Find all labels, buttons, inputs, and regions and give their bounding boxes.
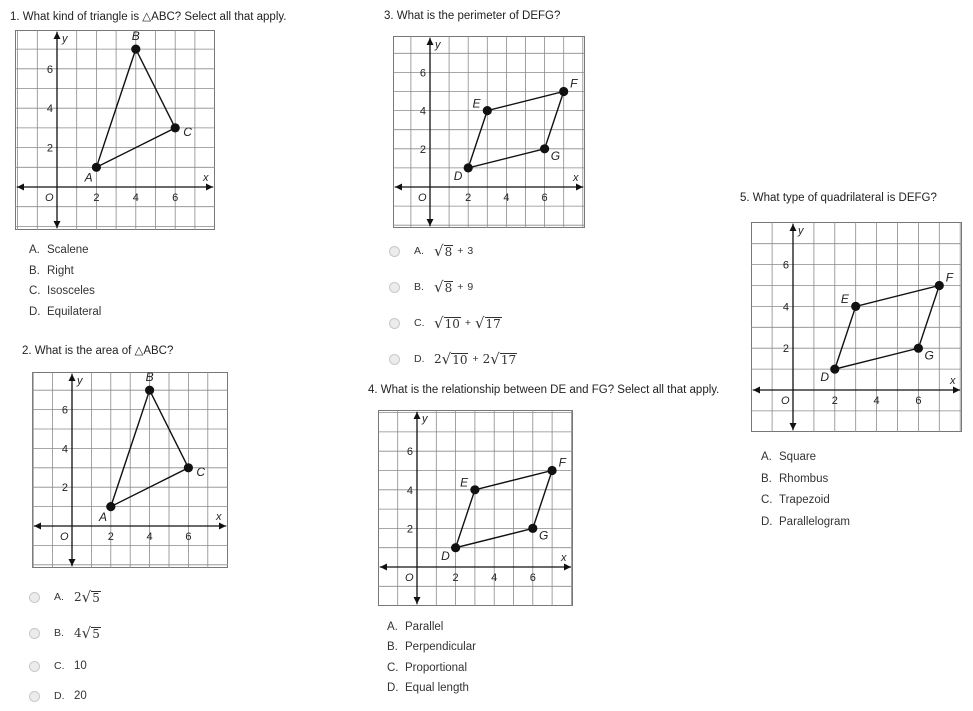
x-tick-label: 6 (915, 395, 922, 407)
question-5-option-d[interactable]: D. Parallelogram (761, 515, 850, 528)
question-3-option-c[interactable]: C. √ 10 + √ 17 (389, 305, 517, 341)
vertex-label-c: C (196, 464, 206, 479)
x-tick-label: 2 (107, 531, 114, 543)
vertex-e (470, 485, 479, 494)
x-axis-arrow-left (34, 523, 41, 530)
vertex-b (145, 386, 154, 395)
origin-label: O (405, 572, 414, 584)
y-axis-arrow-up (414, 412, 421, 419)
question-1-option-a[interactable]: A. Scalene (29, 244, 89, 257)
x-tick-label: 6 (541, 192, 548, 204)
question-2-option-a-radio[interactable] (29, 592, 40, 603)
x-axis-label: x (561, 552, 567, 564)
question-2-title: 2. What is the area of △ABC? (22, 345, 174, 357)
x-axis-label: x (216, 511, 222, 523)
vertex-g (528, 524, 537, 533)
question-4-graph (378, 410, 573, 606)
vertex-label-f: F (558, 455, 566, 470)
x-tick-label: 4 (873, 395, 880, 407)
x-axis-arrow-right (953, 387, 960, 394)
vertex-label-g: G (538, 528, 549, 543)
vertex-c (171, 123, 180, 132)
y-axis-arrow-up (54, 32, 61, 39)
vertex-label-b: B (145, 372, 154, 385)
x-tick-label: 4 (146, 531, 153, 543)
x-tick-label: 2 (93, 192, 100, 204)
y-axis-arrow-down (790, 423, 797, 430)
question-4-option-b[interactable]: B. Perpendicular (387, 641, 476, 654)
x-tick-label: 2 (452, 572, 459, 584)
vertex-e (483, 106, 492, 115)
question-2-option-c-radio[interactable] (29, 661, 40, 672)
x-axis-label: x (573, 172, 579, 184)
question-3-options (389, 233, 517, 377)
question-3-option-b[interactable]: B. √ 8 + 9 (389, 269, 517, 305)
question-2-option-d[interactable]: D. 20 (29, 681, 101, 711)
y-tick-label: 6 (782, 259, 789, 272)
vertex-e (851, 302, 860, 311)
y-axis-arrow-down (54, 221, 61, 228)
vertex-d (451, 543, 460, 552)
x-tick-label: 4 (491, 572, 498, 584)
vertex-label-e: E (460, 475, 469, 490)
question-2-option-b-radio[interactable] (29, 628, 40, 639)
question-5-option-c[interactable]: C. Trapezoid (761, 494, 830, 507)
vertex-label-d: D (453, 169, 463, 184)
question-5-title: 5. What type of quadrilateral is DEFG? (740, 192, 937, 204)
question-1-title: 1. What kind of triangle is △ABC? Select all that apply. (10, 11, 287, 23)
vertex-label-e: E (472, 96, 481, 111)
y-tick-label: 6 (406, 446, 413, 459)
vertex-label-g: G (924, 348, 934, 363)
x-axis-arrow-right (219, 523, 226, 530)
question-5-graph (751, 222, 962, 432)
origin-label: O (60, 531, 69, 543)
vertex-label-d: D (441, 548, 450, 563)
vertex-b (131, 45, 140, 54)
x-axis-arrow-left (753, 387, 760, 394)
y-tick-label: 2 (419, 143, 426, 156)
vertex-label-a: A (84, 170, 93, 185)
y-axis-label: y (77, 375, 83, 387)
origin-label: O (781, 395, 790, 407)
x-tick-label: 2 (465, 192, 472, 204)
question-2-option-a[interactable]: A. 2 √ 5 (29, 579, 101, 615)
vertex-g (914, 344, 923, 353)
y-axis-arrow-up (69, 374, 76, 381)
question-2-option-b[interactable]: B. 4 √ 5 (29, 615, 101, 651)
y-tick-label: 6 (419, 67, 426, 80)
question-4-option-a[interactable]: A. Parallel (387, 621, 444, 634)
question-3-title: 3. What is the perimeter of DEFG? (384, 10, 561, 22)
question-3-option-d[interactable]: D. 2 √ 10 + 2 √ 17 (389, 341, 517, 377)
question-3-option-a-radio[interactable] (389, 246, 400, 257)
question-1-options (29, 240, 101, 322)
y-axis-arrow-up (427, 38, 434, 45)
question-3-graph (393, 36, 585, 228)
vertex-label-a: A (98, 510, 108, 524)
y-axis-label: y (422, 413, 428, 425)
y-tick-label: 4 (61, 443, 68, 456)
y-axis-label: y (62, 33, 68, 45)
x-tick-label: 6 (185, 531, 192, 543)
vertex-label-d: D (820, 370, 829, 385)
y-axis-label: y (435, 39, 441, 51)
vertex-label-g: G (550, 149, 561, 164)
vertex-label-c: C (183, 125, 192, 140)
question-2-graph (32, 372, 228, 568)
vertex-a (92, 163, 101, 172)
y-axis-label: y (798, 225, 804, 237)
question-1-option-b[interactable]: B. Right (29, 264, 74, 277)
x-tick-label: 6 (172, 192, 179, 204)
x-axis-label: x (203, 172, 209, 184)
question-2-option-d-radio[interactable] (29, 691, 40, 702)
vertex-label-b: B (131, 30, 140, 44)
question-3-option-d-radio[interactable] (389, 354, 400, 365)
vertex-a (106, 502, 115, 511)
x-axis-arrow-right (206, 184, 213, 191)
origin-label: O (418, 192, 427, 204)
vertex-d (464, 163, 473, 172)
y-tick-label: 4 (406, 484, 413, 497)
y-tick-label: 4 (782, 301, 789, 314)
vertex-f (935, 281, 944, 290)
question-2-options (29, 579, 101, 711)
vertex-label-f: F (945, 270, 954, 285)
x-axis-arrow-left (17, 184, 24, 191)
vertex-label-f: F (570, 76, 578, 91)
x-axis-arrow-right (576, 184, 583, 191)
y-tick-label: 6 (46, 63, 53, 76)
question-4-title: 4. What is the relationship between DE and FG? Select all that apply. (368, 384, 720, 396)
question-4-option-c[interactable]: C. Proportional (387, 661, 468, 674)
question-3-option-b-radio[interactable] (389, 282, 400, 293)
y-tick-label: 2 (406, 523, 413, 536)
x-axis-arrow-left (395, 184, 402, 191)
question-4-options (387, 617, 476, 698)
vertex-d (830, 365, 839, 374)
y-tick-label: 4 (419, 105, 426, 118)
x-axis-arrow-right (564, 564, 571, 571)
y-tick-label: 2 (782, 343, 789, 356)
question-5-option-b[interactable]: B. Rhombus (761, 472, 829, 485)
y-axis-arrow-down (414, 597, 421, 604)
x-tick-label: 4 (503, 192, 510, 204)
vertex-f (559, 87, 568, 96)
x-axis-arrow-left (380, 564, 387, 571)
x-tick-label: 2 (831, 395, 838, 407)
question-2-option-c[interactable]: C. 10 (29, 651, 101, 681)
y-axis-arrow-up (790, 224, 797, 231)
vertex-label-e: E (840, 292, 849, 307)
x-tick-label: 6 (529, 572, 536, 584)
x-axis-label: x (950, 375, 956, 387)
origin-label: O (45, 192, 54, 204)
question-3-option-c-radio[interactable] (389, 318, 400, 329)
vertex-c (184, 463, 193, 472)
question-5-option-a[interactable]: A. Square (761, 450, 817, 463)
y-tick-label: 2 (46, 142, 53, 155)
vertex-g (540, 144, 549, 153)
question-1-option-d[interactable]: D. Equilateral (29, 305, 102, 318)
question-5-options (761, 446, 850, 533)
y-tick-label: 6 (61, 404, 68, 417)
question-4-option-d[interactable]: D. Equal length (387, 682, 469, 695)
question-1-option-c[interactable]: C. Isosceles (29, 285, 95, 298)
vertex-f (548, 466, 557, 475)
y-tick-label: 4 (46, 103, 53, 116)
question-3-option-a[interactable]: A. √ 8 + 3 (389, 233, 517, 269)
question-1-graph (15, 30, 215, 230)
x-tick-label: 4 (132, 192, 139, 204)
y-tick-label: 2 (61, 482, 68, 495)
